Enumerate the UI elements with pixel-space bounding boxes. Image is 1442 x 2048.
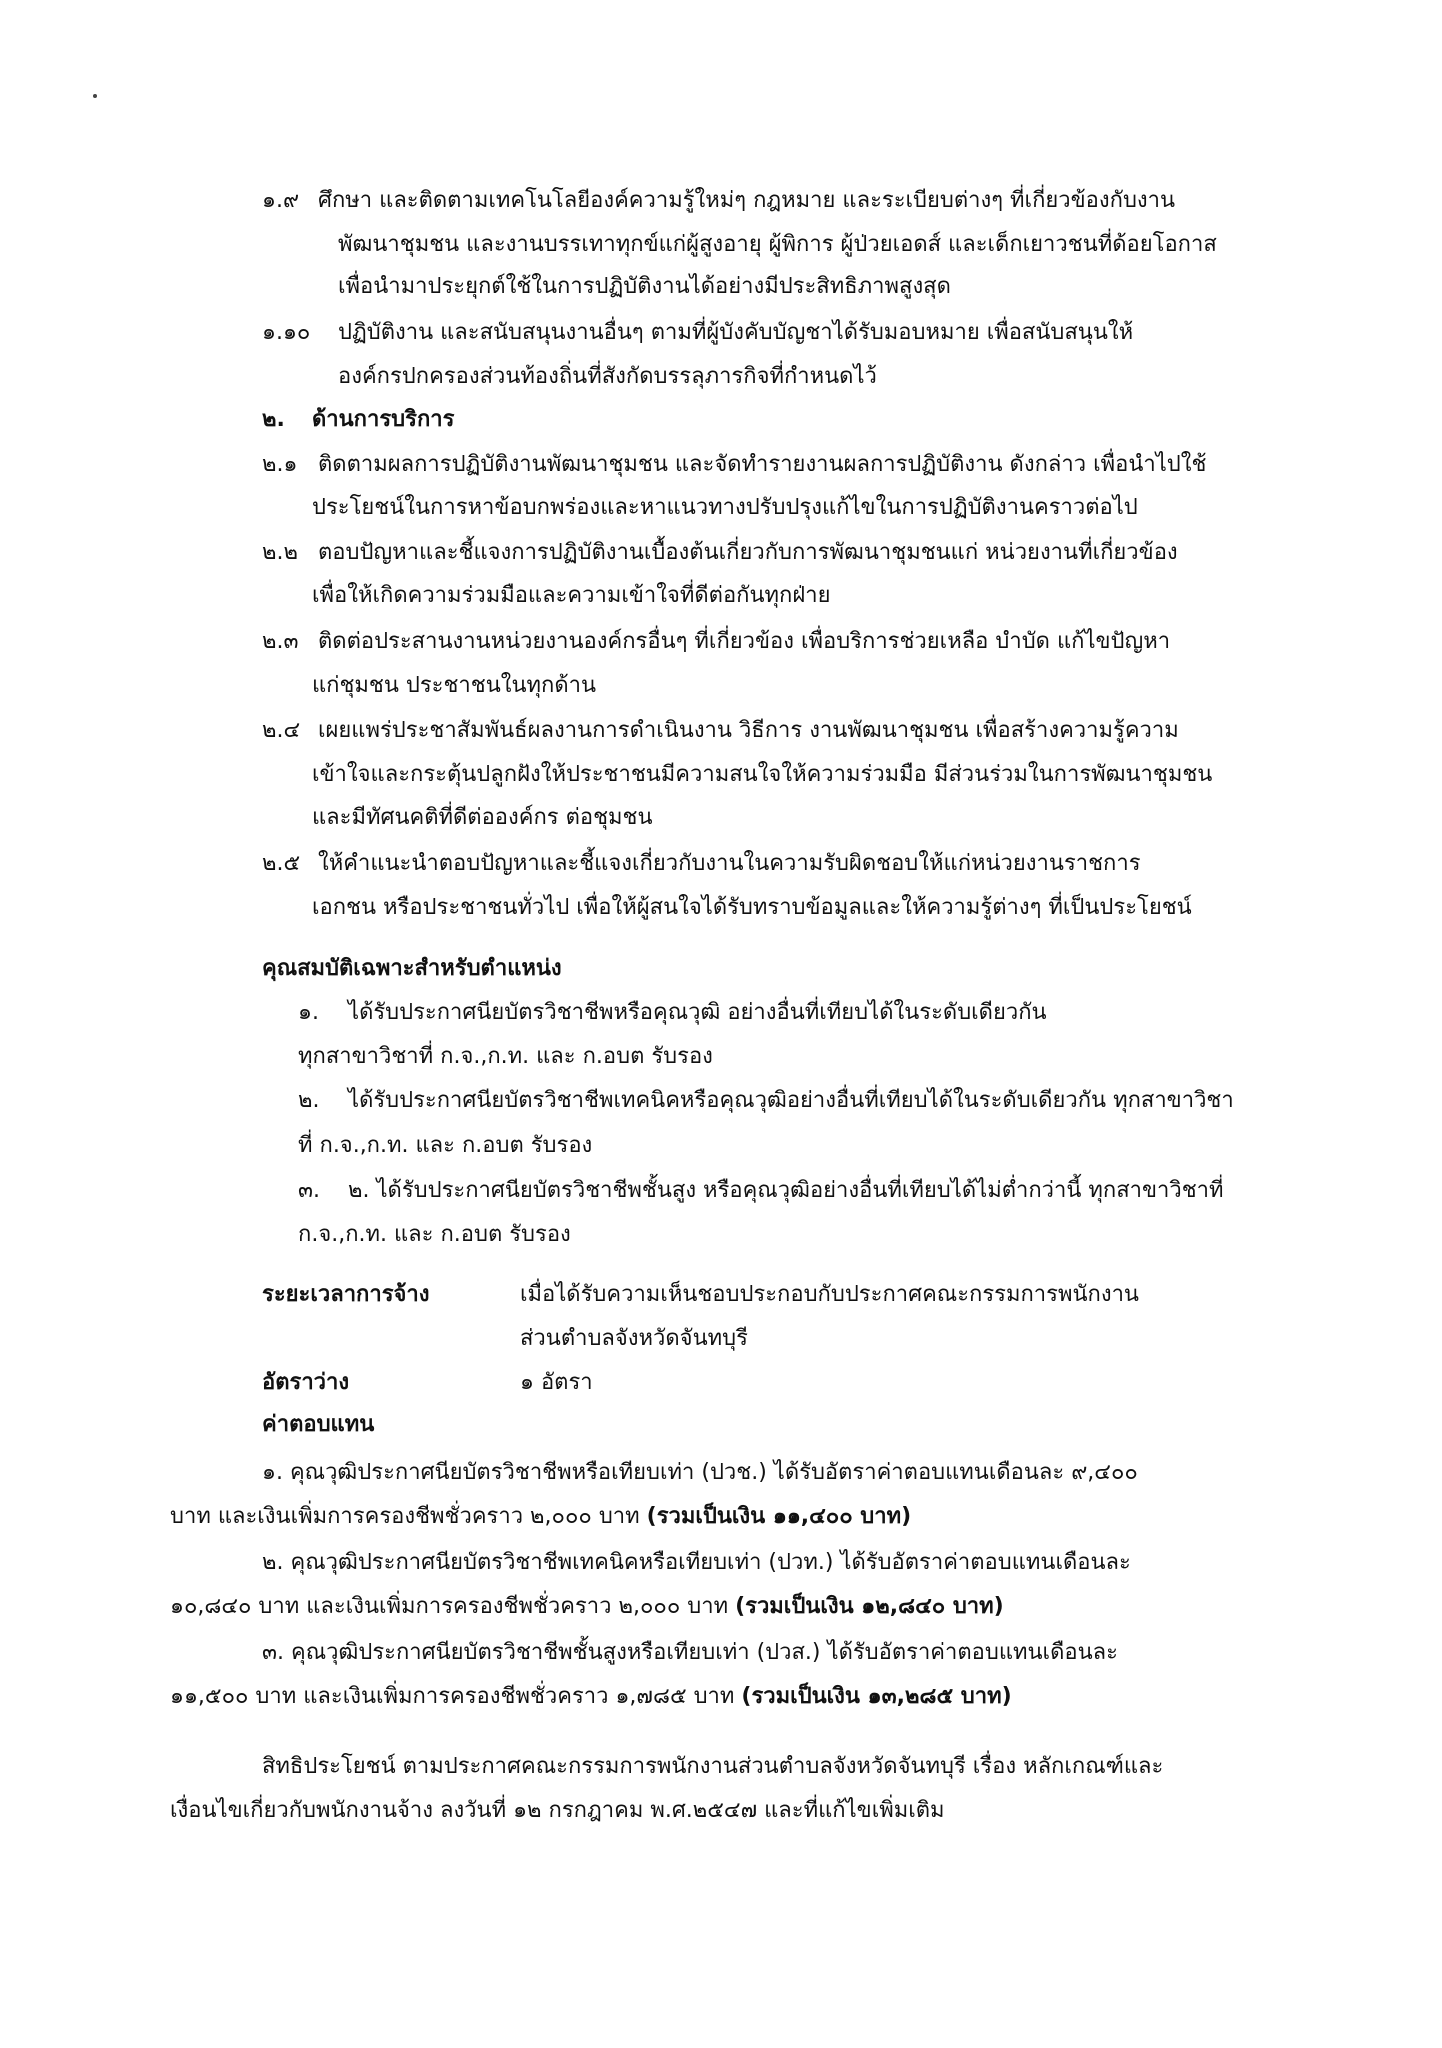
item-text: พัฒนาชุมชน และงานบรรเทาทุกข์แก่ผู้สูงอายุ ผู้พิการ ผู้ป่วยเอดส์ และเด็กเยาวชนที่ด้อยโอกาส [338,232,1217,257]
compensation-amount: ๑๑,๕๐๐ บาท และเงินเพิ่มการครองชีพชั่วคราว ๑,๗๘๕ บาท [170,1684,735,1709]
compensation-amount: บาท และเงินเพิ่มการครองชีพชั่วคราว ๒,๐๐๐ บาท [170,1504,640,1529]
section-number: ๒. [262,407,285,432]
compensation-line: ๑. คุณวุฒิประกาศนียบัตรวิชาชีพหรือเทียบเท่า (ปวช.) ได้รับอัตราค่าตอบแทนเดือนละ ๙,๔๐๐ [262,1460,1138,1485]
item-text: เข้าใจและกระตุ้นปลูกฝังให้ประชาชนมีความสนใจให้ความร่วมมือ มีส่วนร่วมในการพัฒนาชุมชน [312,762,1213,787]
benefits-text: เงื่อนไขเกี่ยวกับพนักงานจ้าง ลงวันที่ ๑๒ กรกฎาคม พ.ศ.๒๕๔๗ และที่แก้ไขเพิ่มเติม [170,1798,945,1823]
item-text: องค์กรปกครองส่วนท้องถิ่นที่สังกัดบรรลุภารกิจที่กำหนดไว้ [338,364,877,389]
qualification-text: ทุกสาขาวิชาที่ ก.จ.,ก.ท. และ ก.อบต รับรอง [298,1044,713,1069]
compensation-line [170,1596,1004,1618]
item-text: ปฏิบัติงาน และสนับสนุนงานอื่นๆ ตามที่ผู้บังคับบัญชาได้รับมอบหมาย เพื่อสนับสนุนให้ [338,320,1134,345]
qualification-text: ได้รับประกาศนียบัตรวิชาชีพหรือคุณวุฒิ อย่างอื่นที่เทียบได้ในระดับเดียวกัน [348,1000,1047,1025]
section-title: ด้านการบริการ [312,407,455,432]
item-text: ตอบปัญหาและชี้แจงการปฏิบัติงานเบื้องต้นเกี่ยวกับการพัฒนาชุมชนแก่ หน่วยงานที่เกี่ยวข้อง [318,540,1178,565]
compensation-line: ๓. คุณวุฒิประกาศนียบัตรวิชาชีพชั้นสูงหรือเทียบเท่า (ปวส.) ได้รับอัตราค่าตอบแทนเดือนละ [262,1640,1118,1665]
vacancy-label: อัตราว่าง [262,1370,350,1395]
item-number: ๑.๙ [262,188,300,213]
qualification-number: ๑. [298,1000,319,1025]
compensation-total: (รวมเป็นเงิน ๑๒,๘๔๐ บาท) [735,1594,1004,1619]
qualification-number: ๓. [298,1178,321,1203]
item-text: เพื่อนำมาประยุกต์ใช้ในการปฏิบัติงานได้อย่างมีประสิทธิภาพสูงสุด [338,274,951,299]
compensation-line: ๒. คุณวุฒิประกาศนียบัตรวิชาชีพเทคนิคหรือเทียบเท่า (ปวท.) ได้รับอัตราค่าตอบแทนเดือนละ [262,1550,1131,1575]
qualification-text: ได้รับประกาศนียบัตรวิชาชีพเทคนิคหรือคุณวุฒิอย่างอื่นที่เทียบได้ในระดับเดียวกัน ทุกสาขาวิชา [348,1088,1234,1113]
item-text: ติดตามผลการปฏิบัติงานพัฒนาชุมชน และจัดทำรายงานผลการปฏิบัติงาน ดังกล่าว เพื่อนำไปใช้ [318,452,1207,477]
item-text: ติดต่อประสานงานหน่วยงานองค์กรอื่นๆ ที่เกี่ยวข้อง เพื่อบริการช่วยเหลือ บำบัด แก้ไขปัญหา [318,629,1171,654]
item-text: ประโยชน์ในการหาข้อบกพร่องและหาแนวทางปรับปรุงแก้ไขในการปฏิบัติงานคราวต่อไป [312,495,1138,520]
item-number: ๒.๓ [262,629,299,654]
vacancy-value: ๑ อัตรา [520,1370,593,1395]
item-number: ๒.๑ [262,452,298,477]
compensation-amount: ๑๐,๘๔๐ บาท และเงินเพิ่มการครองชีพชั่วคราว ๒,๐๐๐ บาท [170,1594,729,1619]
item-text: เพื่อให้เกิดความร่วมมือและความเข้าใจที่ดีต่อกันทุกฝ่าย [312,583,831,608]
item-number: ๒.๒ [262,540,298,565]
item-number: ๑.๑๐ [262,320,311,345]
compensation-total: (รวมเป็นเงิน ๑๑,๔๐๐ บาท) [646,1504,912,1529]
benefits-text: สิทธิประโยชน์ ตามประกาศคณะกรรมการพนักงานส่วนตำบลจังหวัดจันทบุรี เรื่อง หลักเกณฑ์และ [262,1754,1164,1779]
employment-period-value: ส่วนตำบลจังหวัดจันทบุรี [520,1326,748,1351]
item-text: แก่ชุมชน ประชาชนในทุกด้าน [312,673,597,698]
qualifications-title: คุณสมบัติเฉพาะสำหรับตำแหน่ง [262,956,562,981]
item-text: ให้คำแนะนำตอบปัญหาและชี้แจงเกี่ยวกับงานในความรับผิดชอบให้แก่หน่วยงานราชการ [318,851,1141,876]
qualification-number: ๒. [298,1088,320,1113]
qualification-text: ๒. ได้รับประกาศนียบัตรวิชาชีพชั้นสูง หรือคุณวุฒิอย่างอื่นที่เทียบได้ไม่ต่ำกว่านี้ ทุกสาขาวิชาที่ [348,1178,1224,1203]
item-text: เอกชน หรือประชาชนทั่วไป เพื่อให้ผู้สนใจได้รับทราบข้อมูลและให้ความรู้ต่างๆ ที่เป็นประโยชน์ [312,895,1192,920]
item-text: และมีทัศนคติที่ดีต่อองค์กร ต่อชุมชน [312,805,653,830]
compensation-line [170,1686,1012,1708]
scan-speck [93,94,97,98]
compensation-line [170,1506,911,1528]
employment-period-label: ระยะเวลาการจ้าง [262,1282,430,1307]
item-number: ๒.๔ [262,718,301,743]
item-number: ๒.๕ [262,851,301,876]
employment-period-value: เมื่อได้รับความเห็นชอบประกอบกับประกาศคณะกรรมการพนักงาน [520,1282,1139,1307]
compensation-title: ค่าตอบแทน [262,1412,375,1437]
item-text: เผยแพร่ประชาสัมพันธ์ผลงานการดำเนินงาน วิธีการ งานพัฒนาชุมชน เพื่อสร้างความรู้ความ [318,718,1179,743]
qualification-text: ที่ ก.จ.,ก.ท. และ ก.อบต รับรอง [298,1133,593,1158]
qualification-text: ก.จ.,ก.ท. และ ก.อบต รับรอง [298,1222,571,1247]
item-text: ศึกษา และติดตามเทคโนโลยีองค์ความรู้ใหม่ๆ กฎหมาย และระเบียบต่างๆ ที่เกี่ยวข้องกับงาน [318,188,1176,213]
compensation-total: (รวมเป็นเงิน ๑๓,๒๘๕ บาท) [741,1684,1012,1709]
